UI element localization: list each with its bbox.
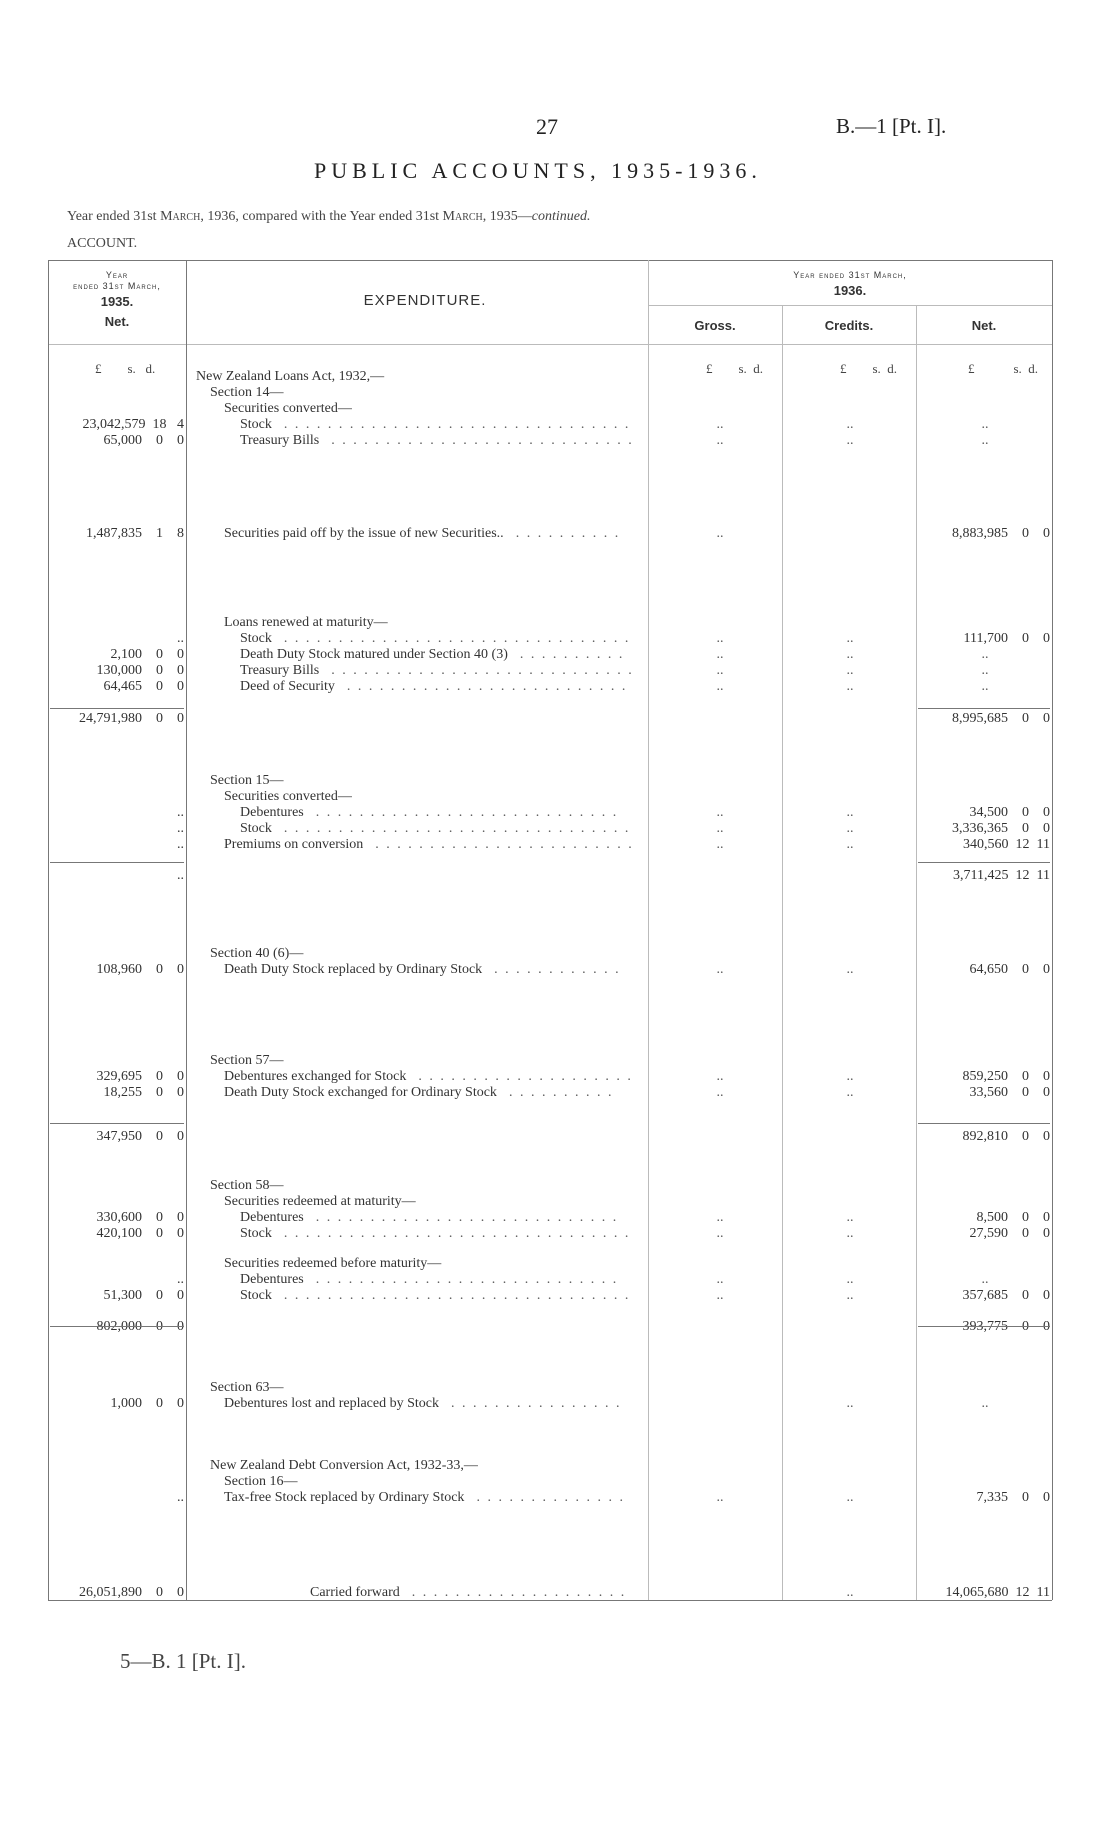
credits-value: .. (846, 962, 854, 977)
previous-year-net: 23,042,579 18 4 (82, 417, 184, 432)
credits-value: .. (846, 1272, 854, 1287)
dot-leader: . . . . . . . . . . (519, 647, 625, 662)
credits-value: .. (846, 631, 854, 646)
row-description: Debentures (240, 1210, 304, 1225)
table-row (0, 1585, 1114, 1601)
current-year-net: 27,590 0 0 (969, 1226, 1050, 1241)
credits-value: .. (846, 1490, 854, 1505)
credits-value: .. (846, 663, 854, 678)
dot-leader: . . . . . . . . . . . . . . . . (451, 1396, 622, 1411)
credits-value: .. (846, 1288, 854, 1303)
row-description: Section 14— (210, 385, 284, 400)
current-year-net: 7,335 0 0 (976, 1490, 1050, 1505)
table-row (0, 433, 1114, 449)
gross-value: .. (716, 417, 724, 432)
previous-year-net: 1,000 0 0 (110, 1396, 184, 1411)
gross-value: .. (716, 679, 724, 694)
row-description: Section 58— (210, 1178, 284, 1193)
table-row (0, 946, 1114, 962)
gross-value: .. (716, 1069, 724, 1084)
subtotal-rule (50, 708, 184, 709)
row-description: Section 40 (6)— (210, 946, 304, 961)
credits-value: .. (846, 433, 854, 448)
row-description: Stock (240, 821, 272, 836)
dot-leader: . . . . . . . . . . . . . . . . . . . . . . . . . . . . (315, 1210, 619, 1225)
table-row (0, 1490, 1114, 1506)
current-year-net: .. (981, 663, 989, 678)
subtitle-text: , 1936, compared with the Year ended 31st (200, 209, 443, 224)
row-description: Death Duty Stock matured under Section 40 (3) (240, 647, 508, 662)
table-row (0, 1069, 1114, 1085)
row-description: Section 15— (210, 773, 284, 788)
table-row (0, 1396, 1114, 1412)
current-year-net: .. (981, 647, 989, 662)
table-row (0, 1288, 1114, 1304)
previous-year-net: .. (177, 1272, 184, 1287)
table-top-rule (48, 260, 1052, 261)
row-description: Treasury Bills (240, 433, 320, 448)
previous-year-net: 329,695 0 0 (96, 1069, 184, 1084)
table-row (0, 401, 1114, 417)
table-row (0, 821, 1114, 837)
previous-year-net: 18,255 0 0 (103, 1085, 184, 1100)
table-row (0, 1053, 1114, 1069)
row-description: Stock (240, 631, 272, 646)
row-description: Debentures exchanged for Stock (224, 1069, 407, 1084)
gross-value: .. (716, 821, 724, 836)
subtotal-rule (50, 1123, 184, 1124)
subtitle-month: March (160, 209, 201, 224)
table-row (0, 1129, 1114, 1145)
row-description: Section 16— (224, 1474, 298, 1489)
dot-leader: . . . . . . . . . . . . . . . . . . . . . . . . . . . . (315, 805, 619, 820)
gross-value: .. (716, 837, 724, 852)
left-header-year: 1935. (100, 294, 134, 309)
row-description: Death Duty Stock replaced by Ordinary Stock (224, 962, 483, 977)
current-year-net: 393,775 0 0 (962, 1319, 1050, 1334)
gross-header: Gross. (694, 318, 736, 333)
credits-value: .. (846, 821, 854, 836)
previous-year-net: .. (177, 821, 184, 836)
dot-leader: . . . . . . . . . . . . . . . . . . . . . . . . . . . . (331, 433, 634, 448)
account-label: ACCOUNT. (67, 236, 138, 251)
header-divider (648, 305, 1052, 306)
previous-year-net: 24,791,980 0 0 (79, 711, 184, 726)
current-year-net: 33,560 0 0 (969, 1085, 1050, 1100)
table-row (0, 1226, 1114, 1242)
gross-value: .. (716, 631, 724, 646)
previous-year-net: 64,465 0 0 (103, 679, 184, 694)
current-year-net: 8,883,985 0 0 (952, 526, 1050, 541)
previous-year-net: .. (177, 631, 184, 646)
row-description: Securities converted— (224, 401, 352, 416)
row-description: Debentures (240, 1272, 304, 1287)
dot-leader: . . . . . . . . . . . . . . . . . . . . (411, 1585, 627, 1600)
row-description: Treasury Bills (240, 663, 320, 678)
right-header-year: 1936. (833, 283, 867, 298)
current-year-net: 34,500 0 0 (969, 805, 1050, 820)
subtitle-month: March (442, 209, 483, 224)
row-description: Deed of Security (240, 679, 335, 694)
dot-leader: . . . . . . . . . . . . . . . . . . . . . . . . . . (346, 679, 628, 694)
gross-value: .. (716, 805, 724, 820)
gross-value: .. (716, 962, 724, 977)
table-row (0, 679, 1114, 695)
table-row (0, 1085, 1114, 1101)
current-year-net: .. (981, 417, 989, 432)
subtitle-text: , 1935— (482, 209, 532, 224)
gross-value: .. (716, 1226, 724, 1241)
row-description: Premiums on conversion (224, 837, 364, 852)
row-description: Tax-free Stock replaced by Ordinary Stock (224, 1490, 465, 1505)
gross-value: .. (716, 526, 724, 541)
left-header-label (52, 270, 182, 292)
row-description: Securities redeemed before maturity— (224, 1256, 442, 1271)
net-header: Net. (971, 318, 997, 333)
subtotal-rule (50, 862, 184, 863)
dot-leader: . . . . . . . . . . . . . . . . . . . . . . . . . . . . . . . . (283, 631, 631, 646)
credits-value: .. (846, 1396, 854, 1411)
row-description: Section 63— (210, 1380, 284, 1395)
previous-year-net: 108,960 0 0 (96, 962, 184, 977)
right-header-label: Year ended 31st March, (793, 270, 907, 280)
current-year-net: .. (981, 1396, 989, 1411)
gross-value: .. (716, 433, 724, 448)
subtotal-rule (918, 1123, 1050, 1124)
row-description: Debentures (240, 805, 304, 820)
row-description: Debentures lost and replaced by Stock (224, 1396, 439, 1411)
table-row (0, 962, 1114, 978)
dot-leader: . . . . . . . . . . . . . . . . . . . . . . . . . . . . (331, 663, 634, 678)
currency-units-left: £ s. d. (95, 361, 156, 376)
table-row (0, 868, 1114, 884)
previous-year-net: .. (177, 868, 184, 883)
subtitle-continued: continued. (531, 209, 591, 224)
subtotal-rule (918, 708, 1050, 709)
dot-leader: . . . . . . . . . . . . . . . . . . . . . . . . . . . . . . . . (283, 1226, 631, 1241)
gross-value: .. (716, 1085, 724, 1100)
current-year-net: 357,685 0 0 (962, 1288, 1050, 1303)
page-subtitle (67, 209, 591, 225)
document-reference: B.—1 [Pt. I]. (836, 114, 947, 138)
dot-leader: . . . . . . . . . . (515, 526, 621, 541)
gross-value: .. (716, 647, 724, 662)
table-row (0, 385, 1114, 401)
current-year-net: 859,250 0 0 (962, 1069, 1050, 1084)
credits-value: .. (846, 417, 854, 432)
dot-leader: . . . . . . . . . . (508, 1085, 614, 1100)
row-description: Carried forward (310, 1585, 400, 1600)
table-row (0, 1178, 1114, 1194)
table-row (0, 711, 1114, 727)
previous-year-net: 347,950 0 0 (96, 1129, 184, 1144)
currency-units-credits: £ s. d. (840, 361, 898, 376)
table-row (0, 663, 1114, 679)
credits-value: .. (846, 647, 854, 662)
table-row (0, 417, 1114, 433)
previous-year-net: 420,100 0 0 (96, 1226, 184, 1241)
row-description: New Zealand Loans Act, 1932,— (196, 369, 385, 384)
subtotal-rule (918, 1326, 1050, 1327)
previous-year-net: 330,600 0 0 (96, 1210, 184, 1225)
current-year-net: 340,560 12 11 (963, 837, 1050, 852)
credits-value: .. (846, 1210, 854, 1225)
current-year-net: 3,336,365 0 0 (952, 821, 1050, 836)
subtitle-text: Year ended 31st (67, 209, 161, 224)
current-year-net: 892,810 0 0 (962, 1129, 1050, 1144)
page-footer: 5—B. 1 [Pt. I]. (120, 1649, 246, 1673)
previous-year-net: 51,300 0 0 (103, 1288, 184, 1303)
dot-leader: . . . . . . . . . . . . . . (476, 1490, 625, 1505)
credits-value: .. (846, 1085, 854, 1100)
dot-leader: . . . . . . . . . . . . . . . . . . . . (418, 1069, 633, 1084)
row-description: Securities paid off by the issue of new Securities.. (224, 526, 504, 541)
dot-leader: . . . . . . . . . . . . . . . . . . . . . . . . (375, 837, 634, 852)
currency-units-gross: £ s. d. (706, 361, 764, 376)
page-title: PUBLIC ACCOUNTS, 1935-1936. (314, 158, 762, 183)
credits-header: Credits. (824, 318, 874, 333)
credits-value: .. (846, 805, 854, 820)
previous-year-net: 130,000 0 0 (96, 663, 184, 678)
table-row (0, 789, 1114, 805)
row-description: Securities redeemed at maturity— (224, 1194, 416, 1209)
table-row (0, 647, 1114, 663)
row-description: Section 57— (210, 1053, 284, 1068)
dot-leader: . . . . . . . . . . . . . . . . . . . . . . . . . . . . (315, 1272, 619, 1287)
current-year-net: 8,995,685 0 0 (952, 711, 1050, 726)
gross-value: .. (716, 663, 724, 678)
credits-value: .. (846, 679, 854, 694)
dot-leader: . . . . . . . . . . . . . . . . . . . . . . . . . . . . . . . . (283, 417, 631, 432)
current-year-net: 111,700 0 0 (963, 631, 1050, 646)
previous-year-net: .. (177, 837, 184, 852)
gross-value: .. (716, 1210, 724, 1225)
gross-value: .. (716, 1288, 724, 1303)
table-row (0, 1256, 1114, 1272)
credits-value: .. (846, 1226, 854, 1241)
dot-leader: . . . . . . . . . . . . . . . . . . . . . . . . . . . . . . . . (283, 821, 631, 836)
row-description: Stock (240, 1226, 272, 1241)
subtotal-rule (50, 1326, 184, 1327)
table-row (0, 1319, 1114, 1335)
table-row (0, 1194, 1114, 1210)
current-year-net: 64,650 0 0 (969, 962, 1050, 977)
current-year-net: 8,500 0 0 (976, 1210, 1050, 1225)
currency-units-net: £ s. d. (968, 361, 1039, 376)
table-row (0, 615, 1114, 631)
row-description: Death Duty Stock exchanged for Ordinary Stock (224, 1085, 497, 1100)
current-year-net: .. (981, 679, 989, 694)
credits-value: .. (846, 1585, 854, 1600)
row-description: Stock (240, 417, 272, 432)
credits-value: .. (846, 1069, 854, 1084)
dot-leader: . . . . . . . . . . . . . . . . . . . . . . . . . . . . . . . . (283, 1288, 631, 1303)
table-row (0, 1380, 1114, 1396)
table-row (0, 526, 1114, 542)
row-description: New Zealand Debt Conversion Act, 1932-33,— (210, 1458, 478, 1473)
table-row (0, 1210, 1114, 1226)
header-bottom-rule (48, 344, 1052, 345)
left-header-net: Net. (104, 314, 130, 329)
previous-year-net: 1,487,835 1 8 (86, 526, 184, 541)
current-year-net: 14,065,680 12 11 (945, 1585, 1050, 1600)
row-description: Securities converted— (224, 789, 352, 804)
table-row (0, 1458, 1114, 1474)
gross-value: .. (716, 1490, 724, 1505)
left-header-line2: ended 31st March, (73, 281, 161, 291)
row-description: Stock (240, 1288, 272, 1303)
table-row (0, 1272, 1114, 1288)
table-row (0, 369, 1114, 385)
table-row (0, 805, 1114, 821)
current-year-net: 3,711,425 12 11 (953, 868, 1050, 883)
page-number: 27 (536, 114, 558, 139)
left-header-line1: Year (105, 270, 129, 280)
current-year-net: .. (981, 433, 989, 448)
dot-leader: . . . . . . . . . . . . (494, 962, 621, 977)
row-description: Loans renewed at maturity— (224, 615, 388, 630)
previous-year-net: .. (177, 805, 184, 820)
expenditure-header: EXPENDITURE. (363, 292, 487, 309)
gross-value: .. (716, 1272, 724, 1287)
previous-year-net: .. (177, 1490, 184, 1505)
table-row (0, 631, 1114, 647)
current-year-net: .. (981, 1272, 989, 1287)
table-row (0, 837, 1114, 853)
credits-value: .. (846, 837, 854, 852)
table-row (0, 1474, 1114, 1490)
previous-year-net: 802,000 0 0 (96, 1319, 184, 1334)
previous-year-net: 26,051,890 0 0 (79, 1585, 184, 1600)
table-row (0, 773, 1114, 789)
subtotal-rule (918, 862, 1050, 863)
previous-year-net: 2,100 0 0 (110, 647, 184, 662)
previous-year-net: 65,000 0 0 (103, 433, 184, 448)
